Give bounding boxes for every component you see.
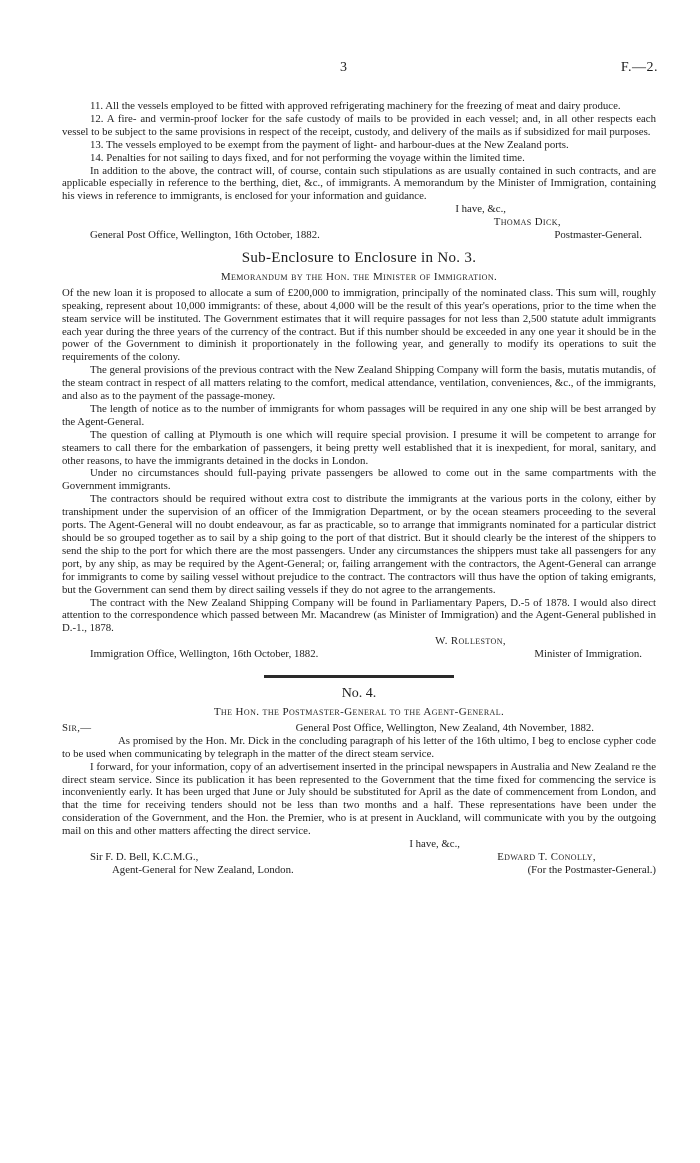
place-date: General Post Office, Wellington, 16th October, 1882. [90, 229, 320, 242]
memo-title-signatory: Minister of Immigration. [534, 648, 642, 661]
letter-paragraph: As promised by the Hon. Mr. Dick in the concluding paragraph of his letter of the 16th ultimo, I beg to enclose cypher code to be used when communicating by telegraph in the matter of the direct steam service. [62, 734, 656, 760]
memo-paragraph: The length of notice as to the number of immigrants for whom passages will be required in any one ship will be best arranged by the Agent-General. [62, 402, 656, 428]
memo-title: Memorandum by the Hon. the Minister of Immigration. [220, 270, 498, 283]
document-body [62, 100, 656, 877]
no4-heading: No. 4. [341, 686, 377, 702]
memo-paragraph: Under no circumstances should full-paying private passengers be allowed to come out in the same compartments with the Government immigrants. [62, 467, 656, 493]
sub-enclosure-heading: Sub-Enclosure to Enclosure in No. 3. [241, 249, 477, 266]
signature-line [62, 229, 656, 242]
signatory-note: (For the Postmaster-General.) [527, 863, 656, 876]
memo-place-date: Immigration Office, Wellington, 16th October, 1882. [90, 648, 319, 661]
paper-reference: F.—2. [620, 60, 658, 75]
letter-valediction: I have, &c., [409, 838, 460, 851]
enclosure-item: 11. All the vessels employed to be fitted with approved refrigerating machinery for the freezing of meat and dairy produce. [90, 100, 621, 112]
letter-paragraph: I forward, for your information, copy of an advertisement inserted in the principal newspapers in Australia and New Zealand re the direct steam service. Since its publication it has been represented to the Government that the time fixed for commencing the service is inconveniently early. It has been urged that June or July should be substituted for April as the date of commencement from London, and that the time for receiving tenders should not be less than two months and a half. These representations have been under the consideration of the Government, and the Hon. the Premier, who is at present in Auckland, will communicate with you by the outgoing mail on this and other matters affecting the direct service. [62, 760, 656, 838]
no4-from-to: The Hon. the Postmaster-General to the Agent-General. [213, 705, 505, 718]
memo-paragraph: The general provisions of the previous contract with the New Zealand Shipping Company will form the basis, mutatis mutandis, of the steam contract in respect of all matters relating to the comfort, medical attendance, ventilation, conveniences, &c., of the immigrants, and also as to the payment of the passage-money. [62, 364, 656, 403]
page-number: 3 [340, 60, 347, 75]
enclosure-item: 14. Penalties for not sailing to days fixed, and for not performing the voyage within the limited time. [90, 151, 525, 164]
enclosure-item: 12. A fire- and vermin-proof locker for the safe custody of mails to be provided in each vessel; and, in all other respects each vessel to be subject to the same provisions in respect of the receipt, custody, and delivery of the mails as if subsidized for mail purposes. [62, 112, 656, 138]
memo-signature-line [62, 648, 656, 661]
memo-paragraph: The contractors should be required without extra cost to distribute the immigrants at the various ports in the colony, either by transhipment under the supervision of an officer of the Immigration Department, or by the ocean steamers proceeding to the several ports. The Agent-General will no doubt endeavour, as far as practicable, so to arrange that immigrants nominated for a particular district should be so grouped together as to sail by a ship going to the port of that district. But it should clearly be the interest of the shippers to send the ship to the port for which there are the most passengers. Under any circumstances the shippers must take all passengers for any port, by any ship, as may be required by the Agent-General; or, failing arrangement with the contractors, the Agent-General can arrange for immigrants to come by sailing vessel without prejudice to the contract. The contractors will thus have the option of taking emigrants, but the Government can send them by direct sailing vessels if they do not agree to the arrangements. [62, 493, 656, 596]
salutation: Sir,— [62, 721, 92, 734]
memo-paragraph: Of the new loan it is proposed to allocate a sum of £200,000 to immigration, principally of the nominated class. This sum will, roughly speaking, represent about 10,000 immigrants: of these, about 4,000 will be the result of this year's operations, prior to the time when the steam service will be instituted. The Government estimates that it will require passages for not less than 2,500 statute adult immigrants each year during the three years of the currency of the contract. But if this number should be exceeded in any one year it should be in the power of the Government to diminish it proportionately in the following year, and generally to modify its operations to suit the requirements of the colony. [62, 286, 656, 364]
recipient: Sir F. D. Bell, K.C.M.G., [90, 850, 199, 863]
no4-salutation-line [62, 722, 656, 735]
letter-signatory: Edward T. Conolly, [497, 850, 596, 863]
valediction: I have, &c., [455, 203, 506, 216]
signatory-title: Postmaster-General. [554, 229, 642, 242]
signatory: Thomas Dick, [493, 216, 561, 229]
letter-title-line [62, 864, 656, 877]
letter-signature-line [62, 851, 656, 864]
memo-paragraph: The question of calling at Plymouth is one which will require special provision. I presume it will be competent to arrange for steamers to call there for the embarkation of passengers, it being pretty well established that it is inexpedient, for moral, sanitary, and other reasons, to have the immigrants detained in the docks in London. [62, 428, 656, 467]
enclosure-closing: In addition to the above, the contract will, of course, contain such stipulations as are usually contained in such contracts, and are applicable especially in reference to the berthing, diet, &c., of immigrants. A memorandum by the Minister of Immigration, containing his views in reference to immigrants, is enclosed for your information and guidance. [62, 164, 656, 203]
section-divider [264, 675, 454, 678]
letter-address: General Post Office, Wellington, New Zealand, 4th November, 1882. [295, 721, 594, 734]
recipient-title: Agent-General for New Zealand, London. [112, 863, 294, 876]
memo-signatory: W. Rolleston, [435, 635, 506, 648]
enclosure-item: 13. The vessels employed to be exempt from the payment of light- and harbour-dues at the New Zealand ports. [90, 138, 569, 151]
memo-paragraph: The contract with the New Zealand Shipping Company will be found in Parliamentary Papers, D.-5 of 1878. I would also direct attention to the correspondence which passed between Mr. Macandrew (as Minister of Immigration) and the Agent-General published in D.-1., 1878. [62, 596, 656, 635]
